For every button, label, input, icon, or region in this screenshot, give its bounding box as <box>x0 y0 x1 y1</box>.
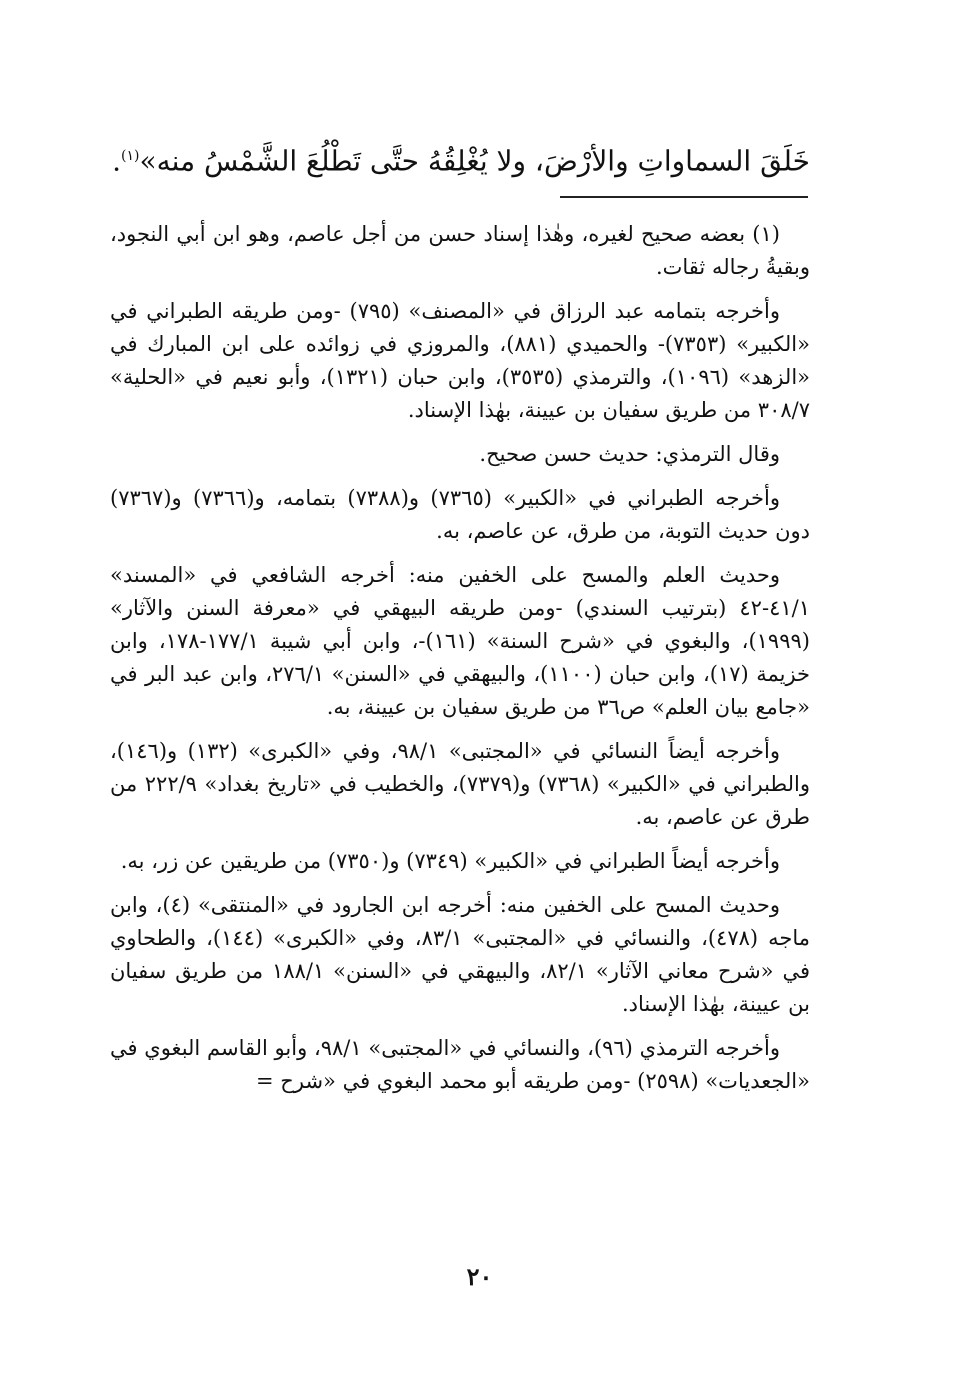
main-text-body: خَلَقَ السماواتِ والأرْضَ، ولا يُغْلِقُهُ حتَّى تَطْلُعَ الشَّمْسُ منه» <box>139 144 810 178</box>
footnote-paragraph: وأخرجه الترمذي (٩٦)، والنسائي في «المجتبى» ٩٨/١، وأبو القاسم البغوي في «الجعديات» (٢٥٩٨) -ومن طريقه أبو محمد البغوي في «شرح = <box>110 1036 810 1093</box>
page-number: ٢٠ <box>466 1262 493 1291</box>
footnote-separator <box>560 196 808 198</box>
footnote-paragraph: وأخرجه أيضاً النسائي في «المجتبى» ٩٨/١، وفي «الكبرى» (١٣٢) و(١٤٦)، والطبراني في «الكبير» (٧٣٦٨) و(٧٣٧٩)، والخطيب في «تاريخ بغداد» ٢٢٢/٩ من طرق عن عاصم، به. <box>110 739 811 829</box>
footnotes-section <box>110 218 810 1109</box>
footnote-paragraph: (١) بعضه صحيح لغيره، وهٰذا إسناد حسن من أجل عاصم، وهو ابن أبي النجود، وبقيةُ رجاله ثقات. <box>110 222 810 279</box>
footnote-paragraph: وحديث العلم والمسح على الخفين منه: أخرجه الشافعي في «المسند» ٤١/١-٤٢ (بترتيب السندي) -ومن طريقه البيهقي في «معرفة السنن والآثار» (١٩٩٩)، والبغوي في «شرح السنة» (١٦١)-، وابن أبي شيبة ١٧٧/١-١٧٨، وابن خزيمة (١٧)، وابن حبان (١١٠٠)، والبيهقي في «السنن» ٢٧٦/١، وابن عبد البر في «جامع بيان العلم» ص٣٦ من طريق سفيان بن عيينة، به. <box>110 563 811 719</box>
main-text-end: . <box>112 144 122 178</box>
footnote-paragraph: وأخرجه الطبراني في «الكبير» (٧٣٦٥) و(٧٣٨٨) بتمامه، و(٧٣٦٦) و(٧٣٦٧) دون حديث التوبة، من طرق، عن عاصم، به. <box>110 486 810 543</box>
footnote-paragraph: وقال الترمذي: حديث حسن صحيح. <box>479 442 780 466</box>
footnote-paragraph: وحديث المسح على الخفين منه: أخرجه ابن الجارود في «المنتقى» (٤)، وابن ماجه (٤٧٨)، والنسائي في «المجتبى» ٨٣/١، وفي «الكبرى» (١٤٤)، والطحاوي في «شرح معاني الآثار» ٨٢/١، والبيهقي في «السنن» ١٨٨/١ من طريق سفيان بن عيينة، بهٰذا الإسناد. <box>110 893 810 1016</box>
footnote-reference: (١) <box>121 148 140 164</box>
main-text-line <box>110 128 810 189</box>
footnote-paragraph: وأخرجه بتمامه عبد الرزاق في «المصنف» (٧٩٥) -ومن طريقه الطبراني في «الكبير» (٧٣٥٣)- والحميدي (٨٨١)، والمروزي في زوائده على ابن المبارك في «الزهد» (١٠٩٦)، والترمذي (٣٥٣٥)، وابن حبان (١٣٢١)، وأبو نعيم في «الحلية» ٣٠٨/٧ من طريق سفيان بن عيينة، بهٰذا الإسناد. <box>110 299 810 422</box>
footnote-paragraph: وأخرجه أيضاً الطبراني في «الكبير» (٧٣٤٩) و(٧٣٥٠) من طريقين عن زر، به. <box>120 849 780 873</box>
